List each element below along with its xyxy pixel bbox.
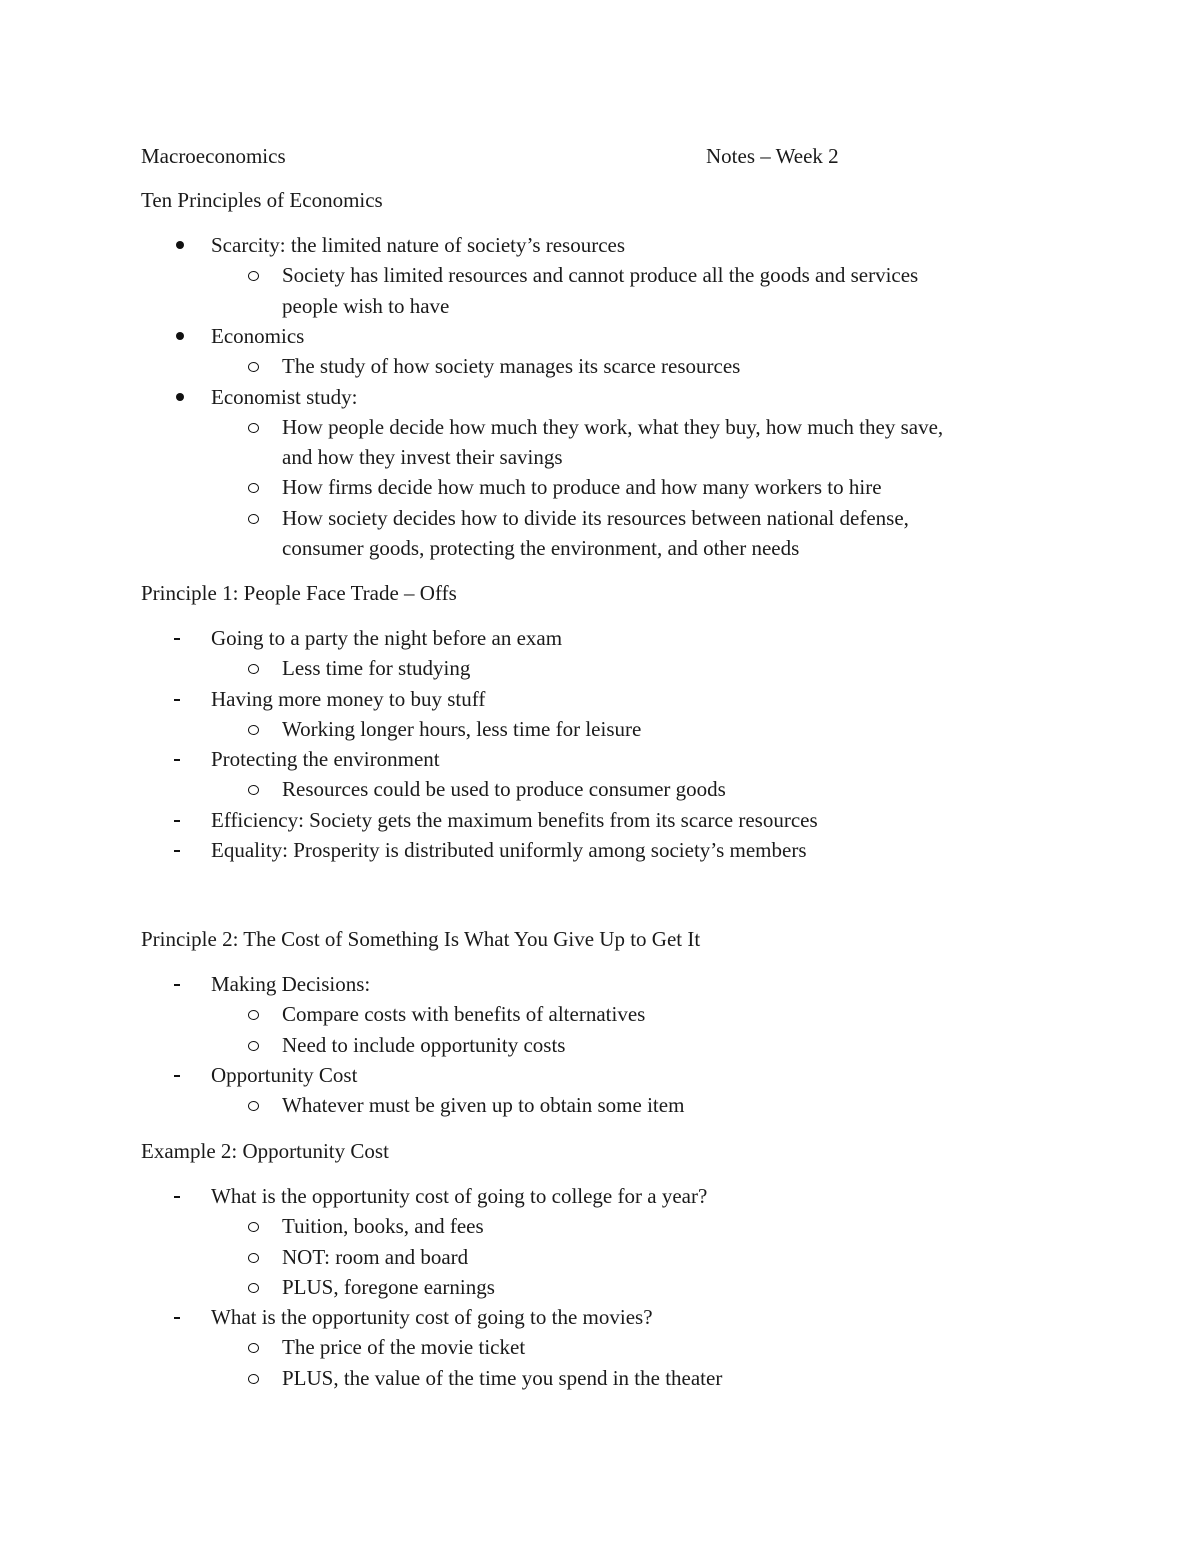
list-item-text: consumer goods, protecting the environment, and other needs bbox=[282, 536, 800, 560]
list-item-text: Economist study: bbox=[211, 385, 358, 409]
list-item-text: Working longer hours, less time for leisure bbox=[282, 717, 642, 741]
list-item-text: people wish to have bbox=[282, 294, 450, 318]
list-item-text: NOT: room and board bbox=[282, 1245, 469, 1269]
section-heading-text: Example 2: Opportunity Cost bbox=[141, 1139, 389, 1163]
list-item-text: How firms decide how much to produce and how many workers to hire bbox=[282, 475, 882, 499]
list-item-text: Less time for studying bbox=[282, 656, 471, 680]
list-item-text: Going to a party the night before an exam bbox=[211, 626, 563, 650]
section-heading-text: Principle 1: People Face Trade – Offs bbox=[141, 581, 457, 605]
list-item-text: Having more money to buy stuff bbox=[211, 687, 486, 711]
list-item-text: Compare costs with benefits of alternatives bbox=[282, 1002, 646, 1026]
list-item-text: Efficiency: Society gets the maximum benefits from its scarce resources bbox=[211, 808, 818, 832]
list-item-text: What is the opportunity cost of going to college for a year? bbox=[211, 1184, 708, 1208]
notes-week-label: Notes – Week 2 bbox=[706, 144, 839, 168]
list-item-text: Making Decisions: bbox=[211, 972, 371, 996]
list-item-text: and how they invest their savings bbox=[282, 445, 563, 469]
section-heading-text: Ten Principles of Economics bbox=[141, 188, 383, 212]
section-heading-text: Principle 2: The Cost of Something Is What You Give Up to Get It bbox=[141, 927, 701, 951]
list-item-text: Economics bbox=[211, 324, 305, 348]
course-title: Macroeconomics bbox=[141, 144, 286, 168]
list-item-text: How people decide how much they work, what they buy, how much they save, bbox=[282, 415, 944, 439]
list-item-text: Resources could be used to produce consumer goods bbox=[282, 777, 726, 801]
list-item-text: Opportunity Cost bbox=[211, 1063, 358, 1087]
list-item-text: The price of the movie ticket bbox=[282, 1335, 526, 1359]
list-item-text: Scarcity: the limited nature of society’s resources bbox=[211, 233, 626, 257]
list-item-text: How society decides how to divide its resources between national defense, bbox=[282, 506, 909, 530]
list-item-text: Equality: Prosperity is distributed uniformly among society’s members bbox=[211, 838, 807, 862]
list-item-text: The study of how society manages its scarce resources bbox=[282, 354, 741, 378]
list-item-text: Protecting the environment bbox=[211, 747, 440, 771]
list-item-text: PLUS, the value of the time you spend in the theater bbox=[282, 1366, 723, 1390]
list-item-text: Society has limited resources and cannot produce all the goods and services bbox=[282, 263, 919, 287]
list-item-text: Need to include opportunity costs bbox=[282, 1033, 566, 1057]
list-item-text: PLUS, foregone earnings bbox=[282, 1275, 495, 1299]
list-item-text: Tuition, books, and fees bbox=[282, 1214, 484, 1238]
list-item-text: What is the opportunity cost of going to the movies? bbox=[211, 1305, 653, 1329]
list-item-text: Whatever must be given up to obtain some item bbox=[282, 1093, 685, 1117]
